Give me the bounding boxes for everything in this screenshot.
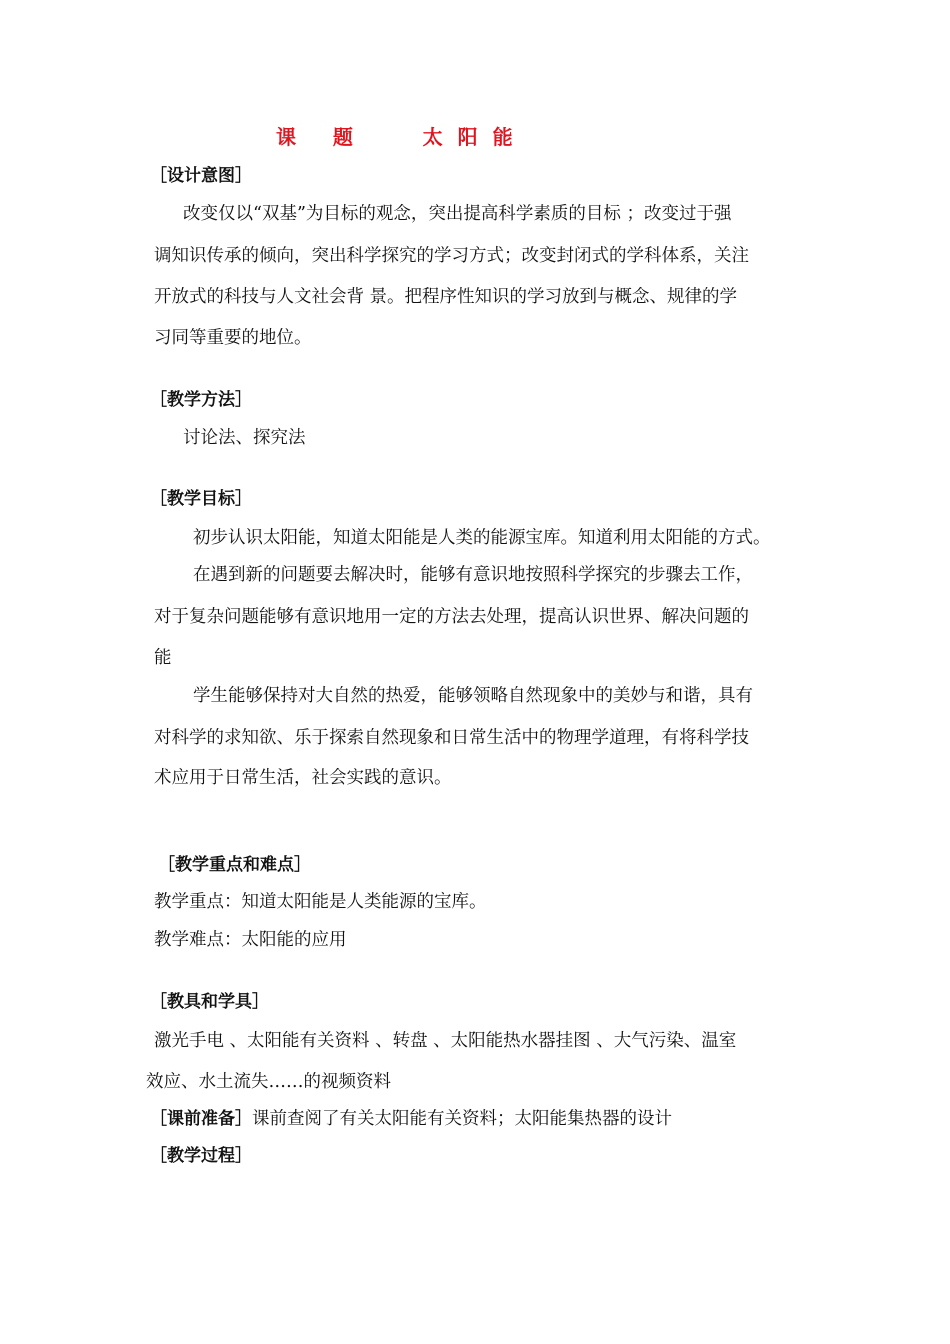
lesson-title: 课 题 太 阳 能 <box>276 125 517 149</box>
design-line-2: 调知识传承的倾向，突出科学探究的学习方式；改变封闭式的学科体系，关注 <box>154 246 749 266</box>
tools-line-1: 激光手电 、太阳能有关资料 、转盘 、太阳能热水器挂图 、大气污染、温室 <box>154 1031 737 1051</box>
goals-line-4: 能 <box>154 648 172 668</box>
goals-line-5: 学生能够保持对大自然的热爱，能够领略自然现象中的美妙与和谐，具有 <box>193 686 753 706</box>
goals-line-7: 术应用于日常生活，社会实践的意识。 <box>154 768 452 788</box>
method-text: 讨论法、探究法 <box>183 428 306 448</box>
goals-heading: ［教学目标］ <box>150 489 252 509</box>
tools-heading: ［教具和学具］ <box>150 992 269 1012</box>
design-heading: ［设计意图］ <box>150 166 252 186</box>
process-heading: ［教学过程］ <box>150 1146 252 1166</box>
design-line-1: 改变仅以“双基”为目标的观念，突出提高科学素质的目标 ；改变过于强 <box>183 204 732 224</box>
goals-line-2: 在遇到新的问题要去解决时，能够有意识地按照科学探究的步骤去工作， <box>193 565 753 585</box>
goals-line-3: 对于复杂问题能够有意识地用一定的方法去处理，提高认识世界、解决问题的 <box>154 607 749 627</box>
keypoints-focus: 教学重点：知道太阳能是人类能源的宝库。 <box>154 892 487 912</box>
goals-line-1: 初步认识太阳能，知道太阳能是人类的能源宝库。知道利用太阳能的方式。 <box>193 528 771 548</box>
method-heading: ［教学方法］ <box>150 390 252 410</box>
design-line-4: 习同等重要的地位。 <box>154 328 312 348</box>
prep-text: 课前查阅了有关太阳能有关资料；太阳能集热器的设计 <box>252 1109 672 1129</box>
goals-line-6: 对科学的求知欲、乐于探索自然现象和日常生活中的物理学道理，有将科学技 <box>154 728 749 748</box>
design-line-3: 开放式的科技与人文社会背 景。把程序性知识的学习放到与概念、规律的学 <box>154 287 738 307</box>
tools-line-2: 效应、水土流失……的视频资料 <box>146 1072 391 1092</box>
keypoints-heading: ［教学重点和难点］ <box>158 855 311 875</box>
keypoints-difficulty: 教学难点：太阳能的应用 <box>154 930 347 950</box>
prep-heading: ［课前准备］ <box>150 1109 252 1129</box>
prep-line <box>150 1108 672 1130</box>
